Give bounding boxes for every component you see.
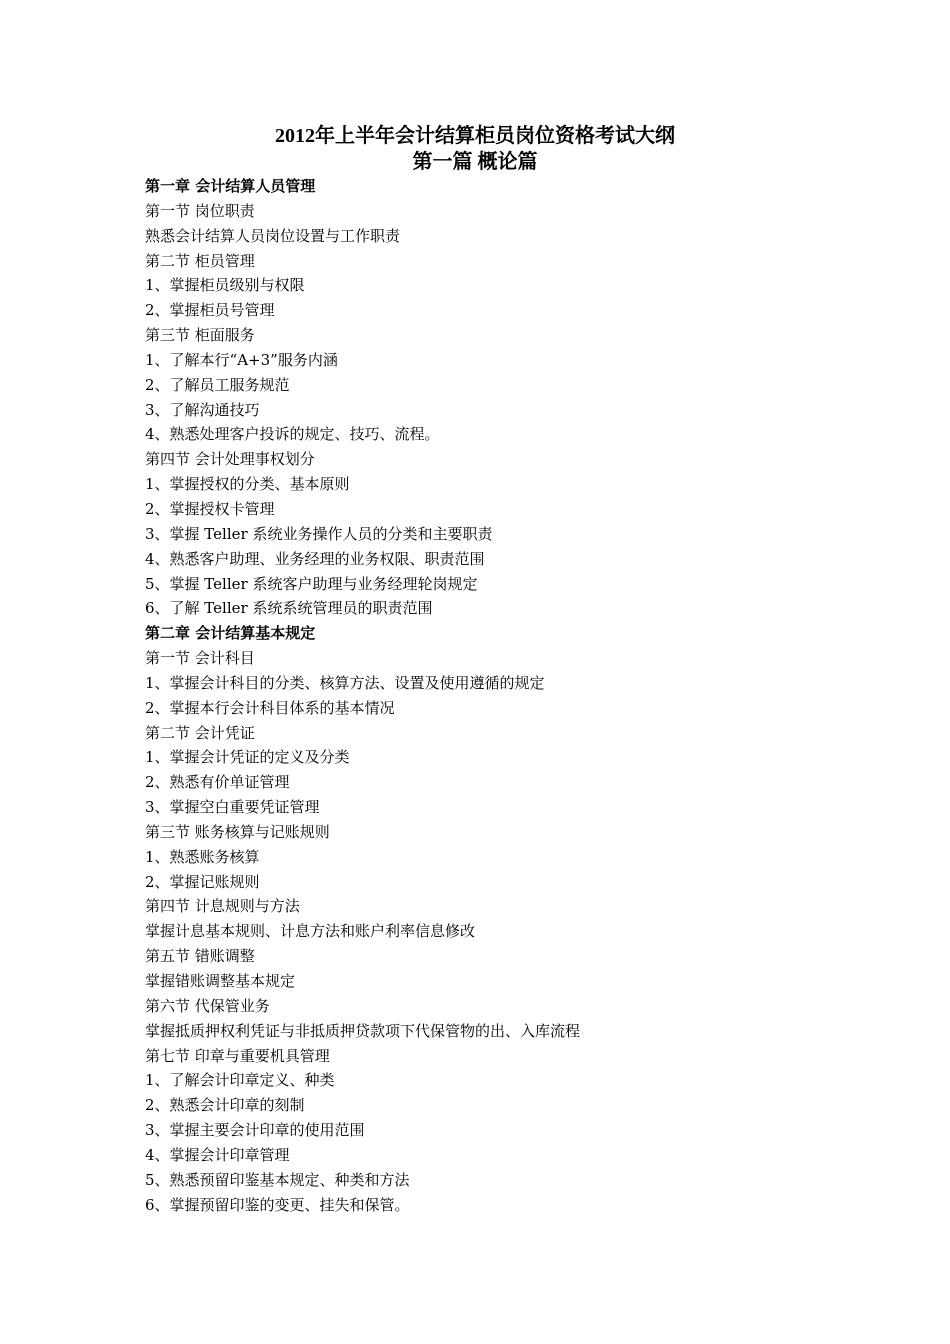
outline-item: 1、熟悉账务核算 xyxy=(145,847,260,866)
section-heading: 第五节 错账调整 xyxy=(145,947,255,966)
outline-item: 熟悉会计结算人员岗位设置与工作职责 xyxy=(145,226,401,245)
outline-item: 2、掌握柜员号管理 xyxy=(145,301,275,320)
section-heading: 第六节 代保管业务 xyxy=(145,996,270,1015)
outline-item: 2、掌握记账规则 xyxy=(145,872,260,891)
outline-item: 6、掌握预留印鉴的变更、挂失和保管。 xyxy=(145,1195,410,1214)
outline-item: 1、掌握授权的分类、基本原则 xyxy=(145,475,350,494)
outline-item: 掌握计息基本规则、计息方法和账户利率信息修改 xyxy=(145,922,476,941)
outline-item: 3、掌握 Teller 系统业务操作人员的分类和主要职责 xyxy=(145,524,493,543)
outline-item: 2、了解员工服务规范 xyxy=(145,375,290,394)
outline-item: 6、了解 Teller 系统系统管理员的职责范围 xyxy=(145,599,433,618)
section-heading: 第二节 柜员管理 xyxy=(145,251,255,270)
outline-item: 4、熟悉客户助理、业务经理的业务权限、职责范围 xyxy=(145,549,485,568)
outline-item: 1、掌握会计科目的分类、核算方法、设置及使用遵循的规定 xyxy=(145,673,545,692)
outline-item: 1、掌握柜员级别与权限 xyxy=(145,276,305,295)
outline-item: 3、掌握主要会计印章的使用范围 xyxy=(145,1121,365,1140)
chapter-heading: 第一章 会计结算人员管理 xyxy=(145,177,316,195)
section-heading: 第二节 会计凭证 xyxy=(145,723,255,742)
section-heading: 第一节 岗位职责 xyxy=(145,201,255,220)
section-heading: 第三节 柜面服务 xyxy=(145,326,255,345)
outline-item: 掌握错账调整基本规定 xyxy=(145,972,296,990)
section-heading: 第三节 账务核算与记账规则 xyxy=(145,822,330,841)
section-heading: 第四节 会计处理事权划分 xyxy=(145,450,315,469)
outline-item: 3、掌握空白重要凭证管理 xyxy=(145,798,320,817)
outline-item: 2、熟悉有价单证管理 xyxy=(145,773,290,792)
outline-item: 掌握抵质押权利凭证与非抵质押贷款项下代保管物的出、入库流程 xyxy=(145,1021,581,1040)
outline-list xyxy=(145,174,865,1217)
part-title: 第一篇 概论篇 xyxy=(412,151,538,173)
section-heading: 第一节 会计科目 xyxy=(145,649,255,668)
outline-item: 2、掌握授权卡管理 xyxy=(145,499,275,518)
outline-item: 3、了解沟通技巧 xyxy=(145,400,260,419)
document-title: 2012年上半年会计结算柜员岗位资格考试大纲 xyxy=(275,125,675,147)
chapter-heading: 第二章 会计结算基本规定 xyxy=(145,624,316,643)
outline-item: 4、熟悉处理客户投诉的规定、技巧、流程。 xyxy=(145,425,440,444)
outline-item: 4、掌握会计印章管理 xyxy=(145,1145,290,1164)
outline-item: 1、掌握会计凭证的定义及分类 xyxy=(145,748,350,767)
outline-item: 1、了解本行“A+3”服务内涵 xyxy=(145,350,338,369)
outline-item: 2、掌握本行会计科目体系的基本情况 xyxy=(145,698,395,717)
outline-item: 5、掌握 Teller 系统客户助理与业务经理轮岗规定 xyxy=(145,574,478,593)
outline-item: 2、熟悉会计印章的刻制 xyxy=(145,1096,305,1115)
outline-item: 1、了解会计印章定义、种类 xyxy=(145,1071,335,1090)
section-heading: 第七节 印章与重要机具管理 xyxy=(145,1046,330,1065)
outline-item: 5、熟悉预留印鉴基本规定、种类和方法 xyxy=(145,1170,410,1189)
section-heading: 第四节 计息规则与方法 xyxy=(145,897,300,916)
